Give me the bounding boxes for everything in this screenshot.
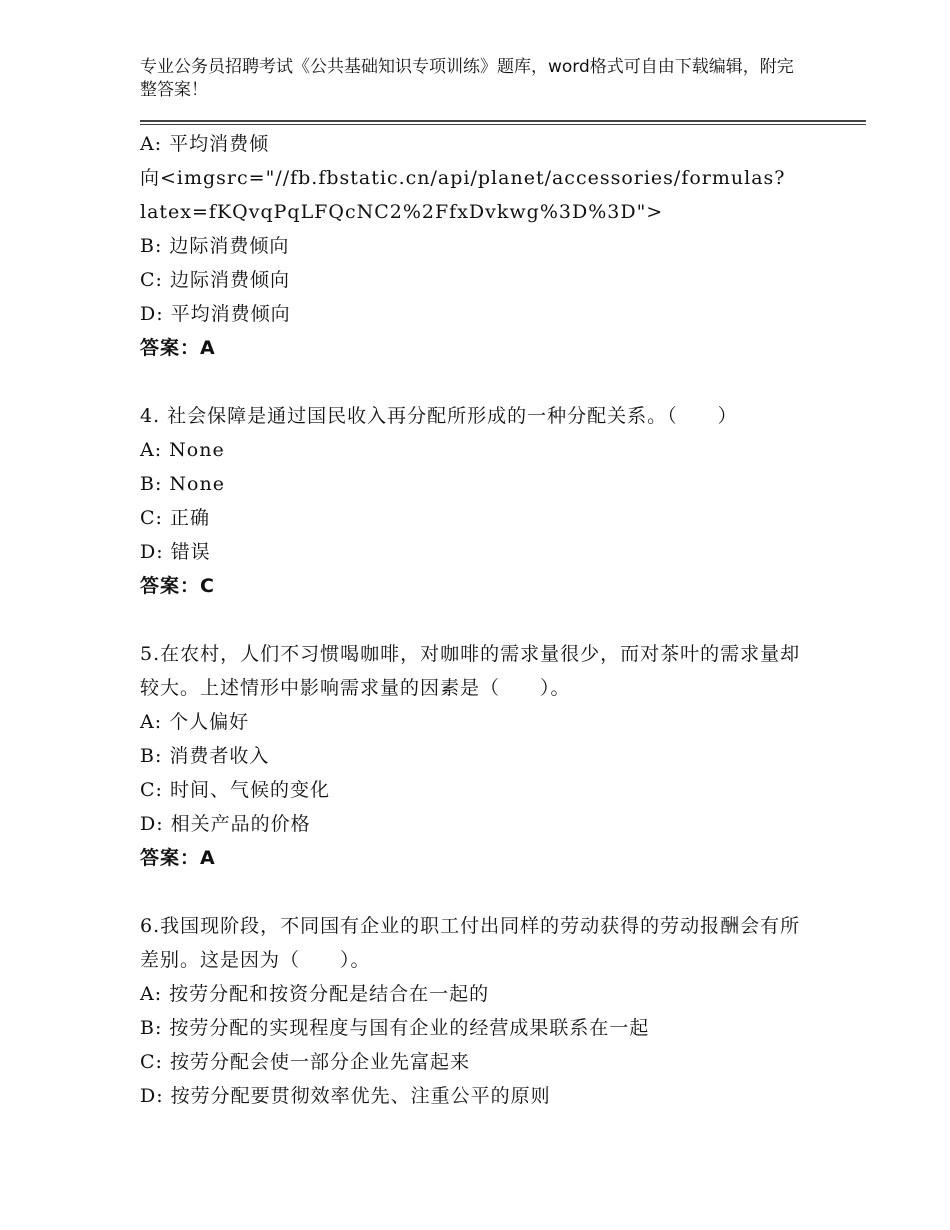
question-block-4 bbox=[140, 399, 820, 603]
option-d: D: 按劳分配要贯彻效率优先、注重公平的原则 bbox=[140, 1085, 551, 1107]
question-block-6 bbox=[140, 909, 820, 1113]
option-d: D: 相关产品的价格 bbox=[140, 813, 311, 835]
option-b: B: 消费者收入 bbox=[140, 745, 270, 767]
option-a-continued: latex=fKQvqPqLFQcNC2%2FfxDvkwg%3D%3D"> bbox=[140, 201, 664, 223]
option-a: A: None bbox=[140, 439, 225, 461]
option-c: C: 按劳分配会使一部分企业先富起来 bbox=[140, 1051, 470, 1073]
option-c: C: 边际消费倾向 bbox=[140, 269, 290, 291]
option-b: B: 按劳分配的实现程度与国有企业的经营成果联系在一起 bbox=[140, 1017, 650, 1039]
answer-line: 答案：A bbox=[140, 847, 216, 869]
option-a: A: 平均消费倾 bbox=[140, 133, 270, 155]
question-content bbox=[140, 127, 820, 1113]
option-d: D: 错误 bbox=[140, 541, 211, 563]
option-a: A: 个人偏好 bbox=[140, 711, 250, 733]
option-d: D: 平均消费倾向 bbox=[140, 303, 291, 325]
answer-line: 答案：C bbox=[140, 575, 215, 597]
option-b: B: 边际消费倾向 bbox=[140, 235, 290, 257]
option-c: C: 正确 bbox=[140, 507, 210, 529]
option-a-continued: 向<imgsrc="//fb.fbstatic.cn/api/planet/accessories/formulas? bbox=[140, 167, 786, 189]
question-block-5 bbox=[140, 637, 820, 875]
answer-line: 答案：A bbox=[140, 337, 216, 359]
header-rule-thick bbox=[140, 120, 866, 122]
option-b: B: None bbox=[140, 473, 225, 495]
question-block-3 bbox=[140, 127, 820, 365]
header-rule-thin bbox=[140, 124, 866, 125]
question-text: 4. 社会保障是通过国民收入再分配所形成的一种分配关系。（ ） bbox=[140, 405, 738, 427]
document-header: 专业公务员招聘考试《公共基础知识专项训练》题库，word格式可自由下载编辑，附完整答案！ bbox=[140, 57, 794, 100]
question-text: 5.在农村，人们不习惯喝咖啡，对咖啡的需求量很少，而对茶叶的需求量却较大。上述情形中影响需求量的因素是（ ）。 bbox=[140, 643, 801, 699]
question-text: 6.我国现阶段，不同国有企业的职工付出同样的劳动获得的劳动报酬会有所差别。这是因为（ ）。 bbox=[140, 915, 801, 971]
option-c: C: 时间、气候的变化 bbox=[140, 779, 330, 801]
option-a: A: 按劳分配和按资分配是结合在一起的 bbox=[140, 983, 490, 1005]
